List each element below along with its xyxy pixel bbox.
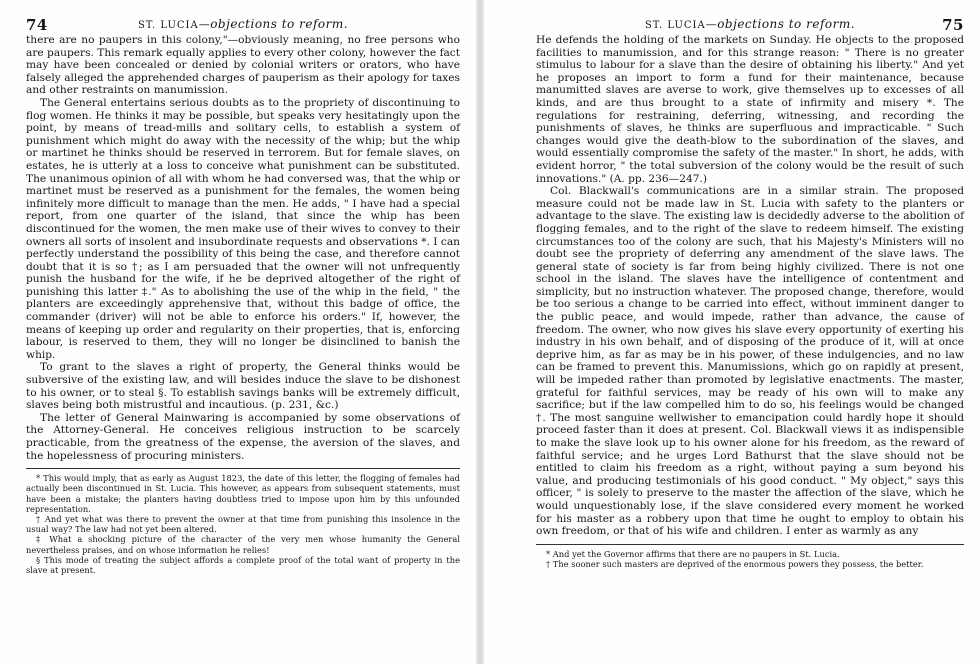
right-running-dash: —	[705, 18, 718, 31]
left-footnote: * This would imply, that as early as August 1823, the date of this letter, the flogging of females had actually been discontinued in St. Lucia. This however, as appears from subsequent statements, must have been a mistake; the planters having doubtless tried to impose upon him by this unfounded representation.	[26, 473, 460, 514]
right-running-title	[536, 17, 964, 31]
left-footnote: § This mode of treating the subject affords a complete proof of the total want of property in the slave at present.	[26, 554, 460, 576]
left-footnote: † And yet what was there to prevent the owner at that time from punishing this insolence in the usual way? The law had not yet been altered.	[26, 514, 460, 535]
left-footnote: ‡ What a shocking picture of the character of the very men whose humanity the General nevertheless praises, and on whose information he relies!	[26, 534, 460, 555]
right-footnote: † The sooner such masters are deprived of the enormous powers they possess, the better.	[546, 558, 924, 569]
left-running-place: ST. LUCIA	[137, 20, 199, 31]
right-footnote-rule	[536, 544, 964, 545]
right-running-subject: objections to reform.	[717, 17, 856, 31]
left-footnotes	[26, 473, 460, 575]
left-page-number: 74	[26, 16, 48, 34]
right-footnotes	[536, 549, 964, 569]
left-paragraph: The letter of General Mainwaring is accompanied by some observations of the Attorney-General. He conceives religious instruction to be scarcely practicable, from the greatness of the expense, the aversion of the slaves, and the hopelessness of procuring ministers.	[26, 411, 460, 462]
right-page	[484, 0, 980, 664]
right-footnote: * And yet the Governor affirms that there are no paupers in St. Lucia.	[546, 548, 840, 559]
left-body-text	[26, 34, 460, 462]
left-page	[0, 0, 476, 664]
left-paragraph: The General entertains serious doubts as to the propriety of discontinuing to flog women. He thinks it may be possible, but speaks very hesitatingly upon the point, by means of tread-mills and solitary cells, to establish a system of punishment which might do away with the necessity of the whip; but the whip or martinet he thinks should be reserved in terrorem. But for female slaves, on estates, he is utterly at a loss to conceive what punishment can be substituted. The unanimous opinion of all with whom he had conversed was, that the whip or martinet must be reserved as a punishment for the females, the women being infinitely more difficult to manage than the men. He adds, " I have had a special report, from one quarter of the island, that since the whip has been discontinued for the women, the men make use of their wives to convey to their owners all sorts of insolent and insubordinate requests and observations *. I can perfectly understand the possibility of this being the case, and therefore cannot doubt that it is so †; as I am persuaded that the owner will not unfrequently punish the husband for the wife, if he be deprived altogether of the right of punishing this latter ‡." As to abolishing the use of the whip in the field, " the planters are exceedingly apprehensive that, without this badge of office, the commander (driver) will not be able to enforce his orders." If, however, the means of keeping up order and regularity on their properties, that is, enforcing labour, is reserved to them, they will no longer be disinclined to banish the whip.	[26, 96, 461, 361]
left-running-dash: —	[198, 18, 211, 31]
left-running-head	[26, 14, 460, 34]
left-footnote-rule	[26, 468, 460, 469]
right-running-head	[536, 14, 964, 34]
right-paragraph: Col. Blackwall's communications are in a similar strain. The proposed measure could not be made law in St. Lucia with safety to the planters or advantage to the slave. The existing law is decidedly adverse to the abolition of flogging females, and to the right of the slave to redeem himself. The existing circumstances too of the colony are such, that his Majesty's Ministers will no doubt see the propriety of deferring any amendment of the slave laws. The general state of society is far from being highly civilized. There is not one school in the island. The slaves have the intelligence of contentment and simplicity, but no instruction whatever. The proposed change, therefore, would be too serious a change to be carried into effect, without imminent danger to the public peace, and would impede, rather than advance, the cause of freedom. The owner, who now gives his slave every opportunity of exerting his industry in his own behalf, and of disposing of the produce of it, will at once deprive him, as far as may be in his power, of these indulgencies, and no law can be framed to prevent this. Manumissions, which go on rapidly at present, will be impeded rather than promoted by legislative enactments. The master, grateful for faithful services, may be ready of his own will to make any sacrifice; but if the law compelled him to do so, his feelings would be changed †. The most sanguine wellwisher to emancipation could hardly hope it should proceed faster than it does at present. Col. Blackwall views it as indispensible to make the slave look up to his owner alone for his freedom, as the reward of faithful service; and he urges Lord Bathurst that the slave should not be entitled to claim his freedom as a right, without paying a sum beyond his value, and producing testimonials of his good conduct. " My object," says this officer, " is solely to preserve to the master the affection of the slave, which he would unquestionably lose, if the slave considered every moment he worked for his master as a robbery upon that time he ought to employ to obtain his own freedom, or that of his wife and children. I enter as warmly as any	[536, 185, 964, 538]
left-paragraph: To grant to the slaves a right of property, the General thinks would be subversive of the existing law, and will besides induce the slave to be dishonest to his owner, or to steal §. To establish savings banks will be extremely difficult, slaves being both mistrustful and incautious. (p. 231, &c.)	[26, 361, 460, 412]
book-gutter	[476, 0, 484, 664]
right-paragraph: He defends the holding of the markets on Sunday. He objects to the proposed facilities to manumission, and for this strange reason: " There is no greater stimulus to labour for a slave than the desire of obtaining his liberty." And yet he proposes an import to form a fund for their maintenance, because manumitted slaves are averse to work, give themselves up to excesses of all kinds, and are thus brought to a state of infirmity and misery *. The regulations for restraining, deferring, witnessing, and recording the punishments of slaves, he thinks are superfluous and impracticable. " Such changes would give the death-blow to the subordination of the slaves, and would essentially compromise the safety of the master." In short, he adds, with evident horror, " the total subversion of the colony would be the result of such innovations." (A. pp. 236—247.)	[536, 34, 964, 185]
right-page-number: 75	[942, 16, 964, 34]
left-paragraph: there are no paupers in this colony,"—obviously meaning, no free persons who are paupers. This remark equally applies to every other colony, however the fact may have been concealed or denied by colonial writers or orators, who have falsely alleged the apprehended charges of pauperism as their apology for taxes and other restraints on manumission.	[26, 34, 460, 97]
right-running-place: ST. LUCIA	[644, 20, 706, 31]
right-body-text	[536, 34, 964, 538]
left-running-subject: objections to reform.	[210, 17, 349, 31]
left-running-title	[26, 17, 460, 31]
